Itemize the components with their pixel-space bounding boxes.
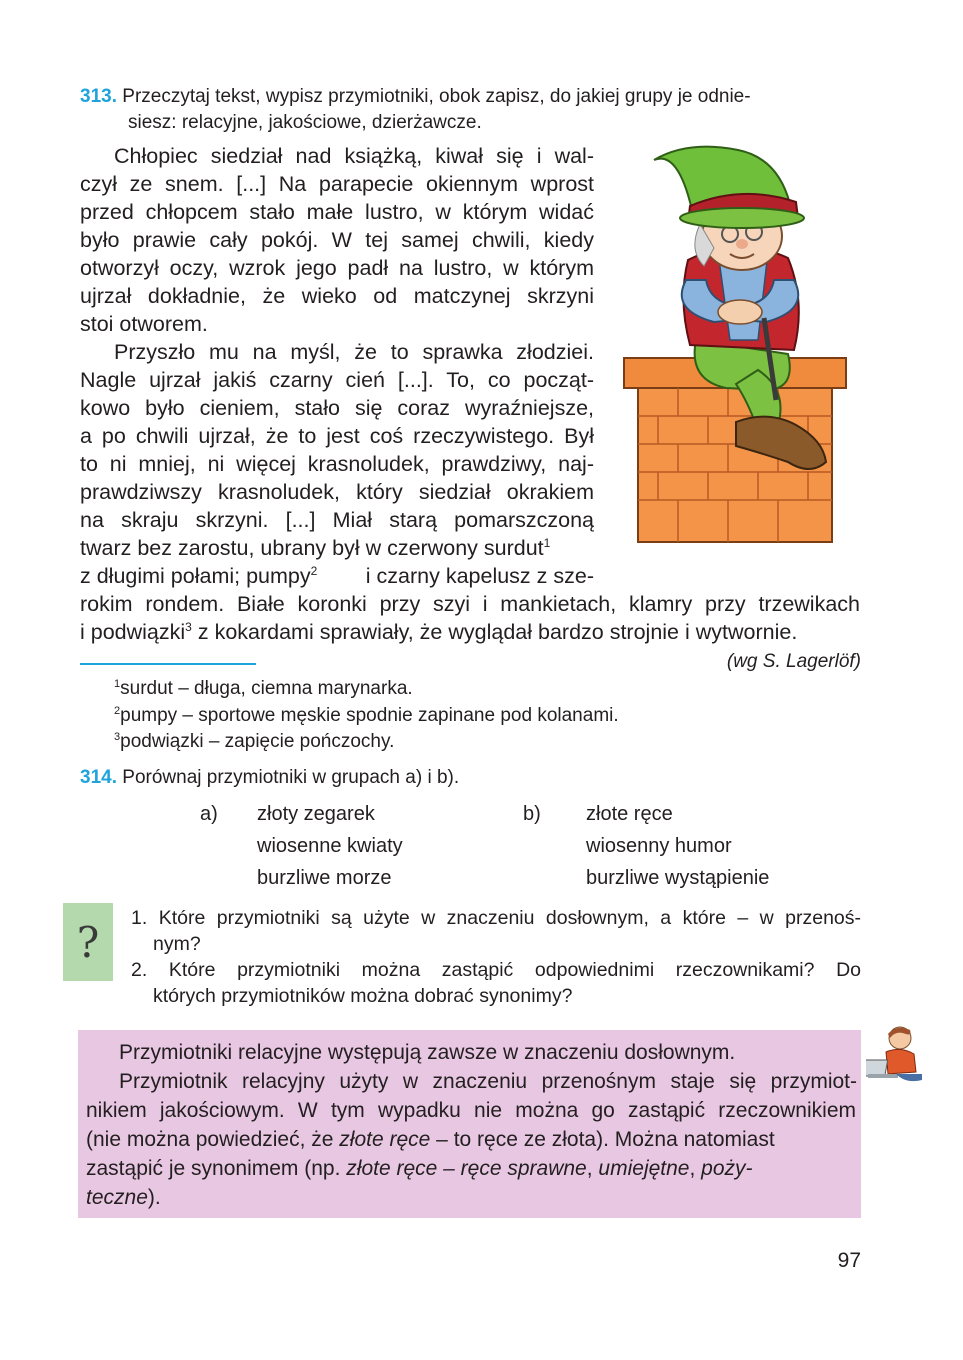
group-a-item: burzliwe morze — [257, 867, 392, 889]
story-line: było prawie cały pokój. W tej samej chwili, kiedy — [80, 228, 594, 252]
footnote: $^2$pumpy – sportowe męskie spodnie zapinane pod kolanami. — [114, 704, 619, 726]
exercise-314-task — [80, 765, 459, 791]
page-number: 97 — [837, 1249, 861, 1272]
rule-line: Przymiotnik relacyjny użyty w znaczeniu przenośnym staje się przymiot- — [119, 1070, 857, 1093]
story-line: otworzył oczy, wzrok jego padł na lustro, w którym — [80, 256, 594, 280]
story-line: kowo było cieniem, stało się coraz wyraźniejsze, — [80, 396, 594, 420]
footnote: $^3$podwiązki – zapięcie pończochy. — [114, 731, 395, 752]
question-1-line2: nym? — [153, 933, 201, 955]
question-2-line1: 2. Które przymiotniki można zastąpić odpowiednimi rzeczownikami? Do — [131, 959, 861, 981]
gnome-illustration — [618, 140, 868, 550]
exercise-number: 313. — [80, 86, 117, 107]
story-line: to ni mniej, ni więcej krasnoludek, prawdziwy, naj- — [80, 452, 594, 476]
footnote-marker: 2 — [310, 564, 318, 578]
story-line: czył ze snem. [...] Na parapecie okiennym wprost — [80, 172, 594, 196]
footnotes — [114, 676, 619, 756]
group-b-item: złote ręce — [586, 803, 673, 825]
story-line-with-footnote: z długimi połami; pumpy$^2$ i czarny kapelusz z sze- — [80, 564, 594, 588]
story-line: prawdziwszy krasnoludek, który siedział okrakiem — [80, 480, 594, 504]
group-b-item: burzliwe wystąpienie — [586, 867, 770, 889]
boy-with-laptop-icon — [866, 1024, 926, 1086]
question-1-line1: 1. Które przymiotniki są użyte w znaczeniu dosłownym, a które – w przenoś- — [131, 907, 861, 929]
source-citation: (wg S. Lagerlöf) — [726, 651, 861, 672]
question-2-line2: których przymiotników można dobrać synonimy? — [153, 985, 573, 1007]
questions — [131, 905, 861, 1009]
story-line: Nagle ujrzał jakiś czarny cień [...]. To, co począt- — [80, 368, 594, 392]
footnote-divider — [80, 663, 256, 665]
footnote-marker: 1 — [543, 536, 551, 550]
exercise-313-task — [80, 84, 862, 136]
story-line: a po chwili ujrzał, że to jest coś rzeczywistego. Był — [80, 424, 594, 448]
story-line: rokim rondem. Białe koronki przy szyi i mankietach, klamry przy trzewikach — [80, 592, 860, 616]
group-b-label: b) — [523, 803, 541, 825]
story-line: Przyszło mu na myśl, że to sprawka złodziei. — [114, 340, 594, 364]
footnote: $^1$surdut – długa, ciemna marynarka. — [114, 678, 413, 699]
exercise-number: 314. — [80, 767, 117, 788]
rule-line: teczne). — [86, 1186, 161, 1209]
rule-line: (nie można powiedzieć, że złote ręce – to ręce ze złota). Można natomiast — [86, 1128, 775, 1151]
group-a-label: a) — [200, 803, 218, 825]
group-a-item: złoty zegarek — [257, 803, 375, 825]
group-b-item: wiosenny humor — [586, 835, 732, 857]
story-line-with-footnote: twarz bez zarostu, ubrany był w czerwony surdut$^1$ — [80, 536, 551, 560]
task-text-line2: siesz: relacyjne, jakościowe, dzierżawcze. — [128, 112, 482, 133]
story-line: Chłopiec siedział nad książką, kiwał się i wal- — [114, 144, 594, 168]
rule-line: nikiem jakościowym. W tym wypadku nie można go zastąpić rzeczownikiem — [86, 1099, 856, 1122]
rule-line: Przymiotniki relacyjne występują zawsze w znaczeniu dosłownym. — [119, 1041, 736, 1064]
footnote-marker: 3 — [185, 620, 192, 634]
group-a-item: wiosenne kwiaty — [257, 835, 403, 857]
task-text-line1: Przeczytaj tekst, wypisz przymiotniki, obok zapisz, do jakiej grupy je odnie- — [122, 86, 751, 107]
story-line: ujrzał dokładnie, że wieko od matczynej skrzyni — [80, 284, 594, 308]
story-line: stoi otworem. — [80, 312, 208, 336]
story-line-with-footnote: i podwiązki$^3$ z kokardami sprawiały, że wyglądał bardzo strojnie i wytwornie. — [80, 620, 798, 644]
task-text: Porównaj przymiotniki w grupach a) i b). — [122, 767, 460, 788]
question-mark-icon: ? — [63, 903, 113, 981]
rule-line: zastąpić je synonimem (np. złote ręce – ręce sprawne, umiejętne, poży- — [86, 1157, 753, 1180]
story-line: przed chłopcem stało małe lustro, w którym widać — [80, 200, 594, 224]
story-line: na skraju skrzyni. [...] Miał starą pomarszczoną — [80, 508, 594, 532]
